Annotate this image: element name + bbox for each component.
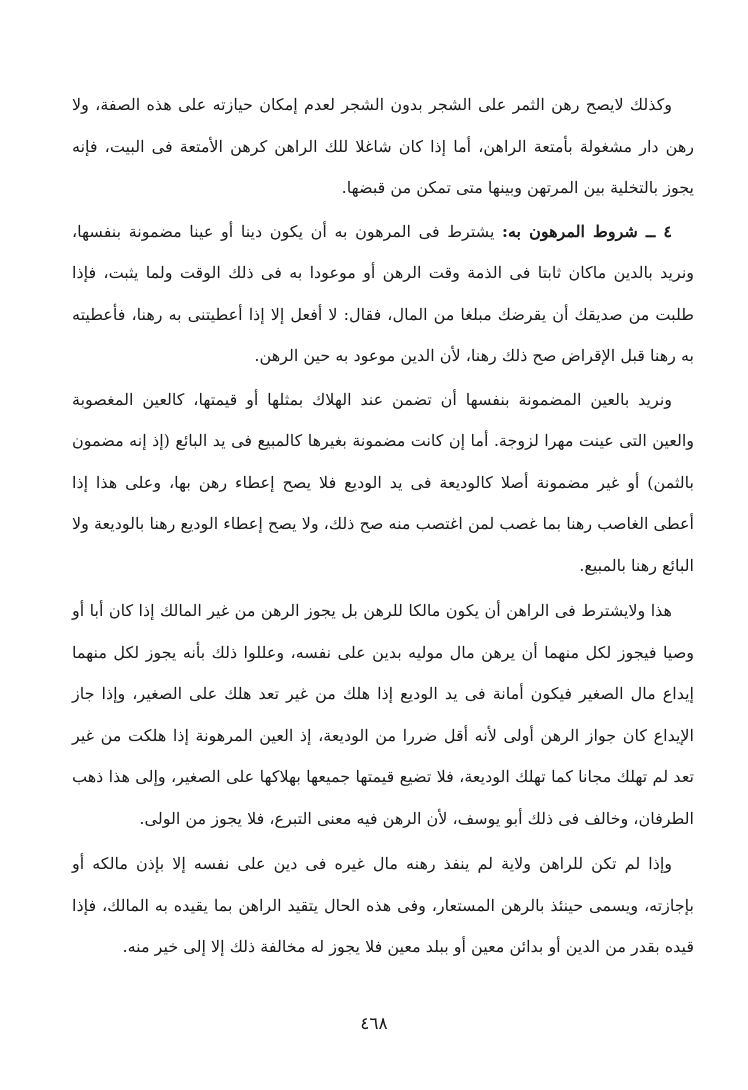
paragraph-5 [72, 843, 694, 968]
paragraph-1 [72, 84, 694, 209]
paragraph-5-text: وإذا لم تكن للراهن ولاية لم ينفذ رهنه مال غيره فى دين على نفسه إلا بإذن مالكه أو بإجازته، ويسمى حينئذ بالرهن المستعار، وفى هذه الحال يتقيد الراهن بما يقيده به المالك، فإذا قيده بقدر من الدين أو بدائن معين أو ببلد معين فلا يجوز له مخالفة ذلك إلا إلى خير منه. [72, 854, 694, 956]
paragraph-1-text: وكذلك لايصح رهن الثمر على الشجر بدون الشجر لعدم إمكان حيازته على هذه الصفة، ولا رهن دار مشغولة بأمتعة الراهن، أما إذا كان شاغلا للك الراهن كرهن الأمتعة فى البيت، فإنه يجوز بالتخلية بين المرتهن وبينها متى تمكن من قبضها. [72, 95, 694, 197]
paragraph-3 [72, 379, 694, 587]
section-heading: ٤ ــ شروط المرهون به: [502, 221, 673, 241]
paragraph-4 [72, 590, 694, 839]
document-page [72, 84, 694, 974]
paragraph-4-text: هذا ولايشترط فى الراهن أن يكون مالكا للرهن بل يجوز الرهن من غير المالك إذا كان أبا أو وصيا فيجوز لكل منهما أن يرهن مال موليه بدين على نفسه، وعللوا ذلك بأنه يجوز لكل منهما إيداع مال الصغير فيكون أمانة فى يد الوديع إذا هلك من غير تعد هلك على الصغير، وإذا جاز الإيداع كان جواز الرهن أولى لأنه أقل ضررا من الوديعة، إذ العين المرهونة إذا هلكت من غير تعد لم تهلك مجانا كما تهلك الوديعة، فلا تضيع قيمتها جميعها بهلاكها على الصغير، وإلى هذا ذهب الطرفان، وخالف فى ذلك أبو يوسف، لأن الرهن فيه معنى التبرع، فلا يجوز من الولى. [72, 601, 694, 828]
page-number: ٤٦٨ [360, 1014, 388, 1034]
paragraph-2 [72, 211, 694, 377]
paragraph-3-text: ونريد بالعين المضمونة بنفسها أن تضمن عند الهلاك بمثلها أو قيمتها، كالعين المغصوبة والعين التى عينت مهرا لزوجة. أما إن كانت مضمونة بغيرها كالمبيع فى يد البائع (إذ إنه مضمون بالثمن) أو غير مضمونة أصلا كالوديعة فى يد الوديع فلا يصح إعطاء رهن بها، وعلى هذا إذا أعطى الغاصب رهنا بما غصب لمن اغتصب منه صح ذلك، ولا يصح إعطاء الوديع رهنا بالوديعة ولا البائع رهنا بالمبيع. [72, 389, 694, 575]
paragraph-2-text: يشترط فى المرهون به أن يكون دينا أو عينا مضمونة بنفسها، ونريد بالدين ماكان ثابتا فى الذمة وقت الرهن أو موعودا به فى ذلك الوقت ولما يثبت، فإذا طلبت من صديقك أن يقرضك مبلغا من المال، فقال: لا أفعل إلا إذا أعطيتنى به رهنا، فأعطيته به رهنا قبل الإقراض صح ذلك رهنا، لأن الدين موعود به حين الرهن. [72, 221, 694, 365]
